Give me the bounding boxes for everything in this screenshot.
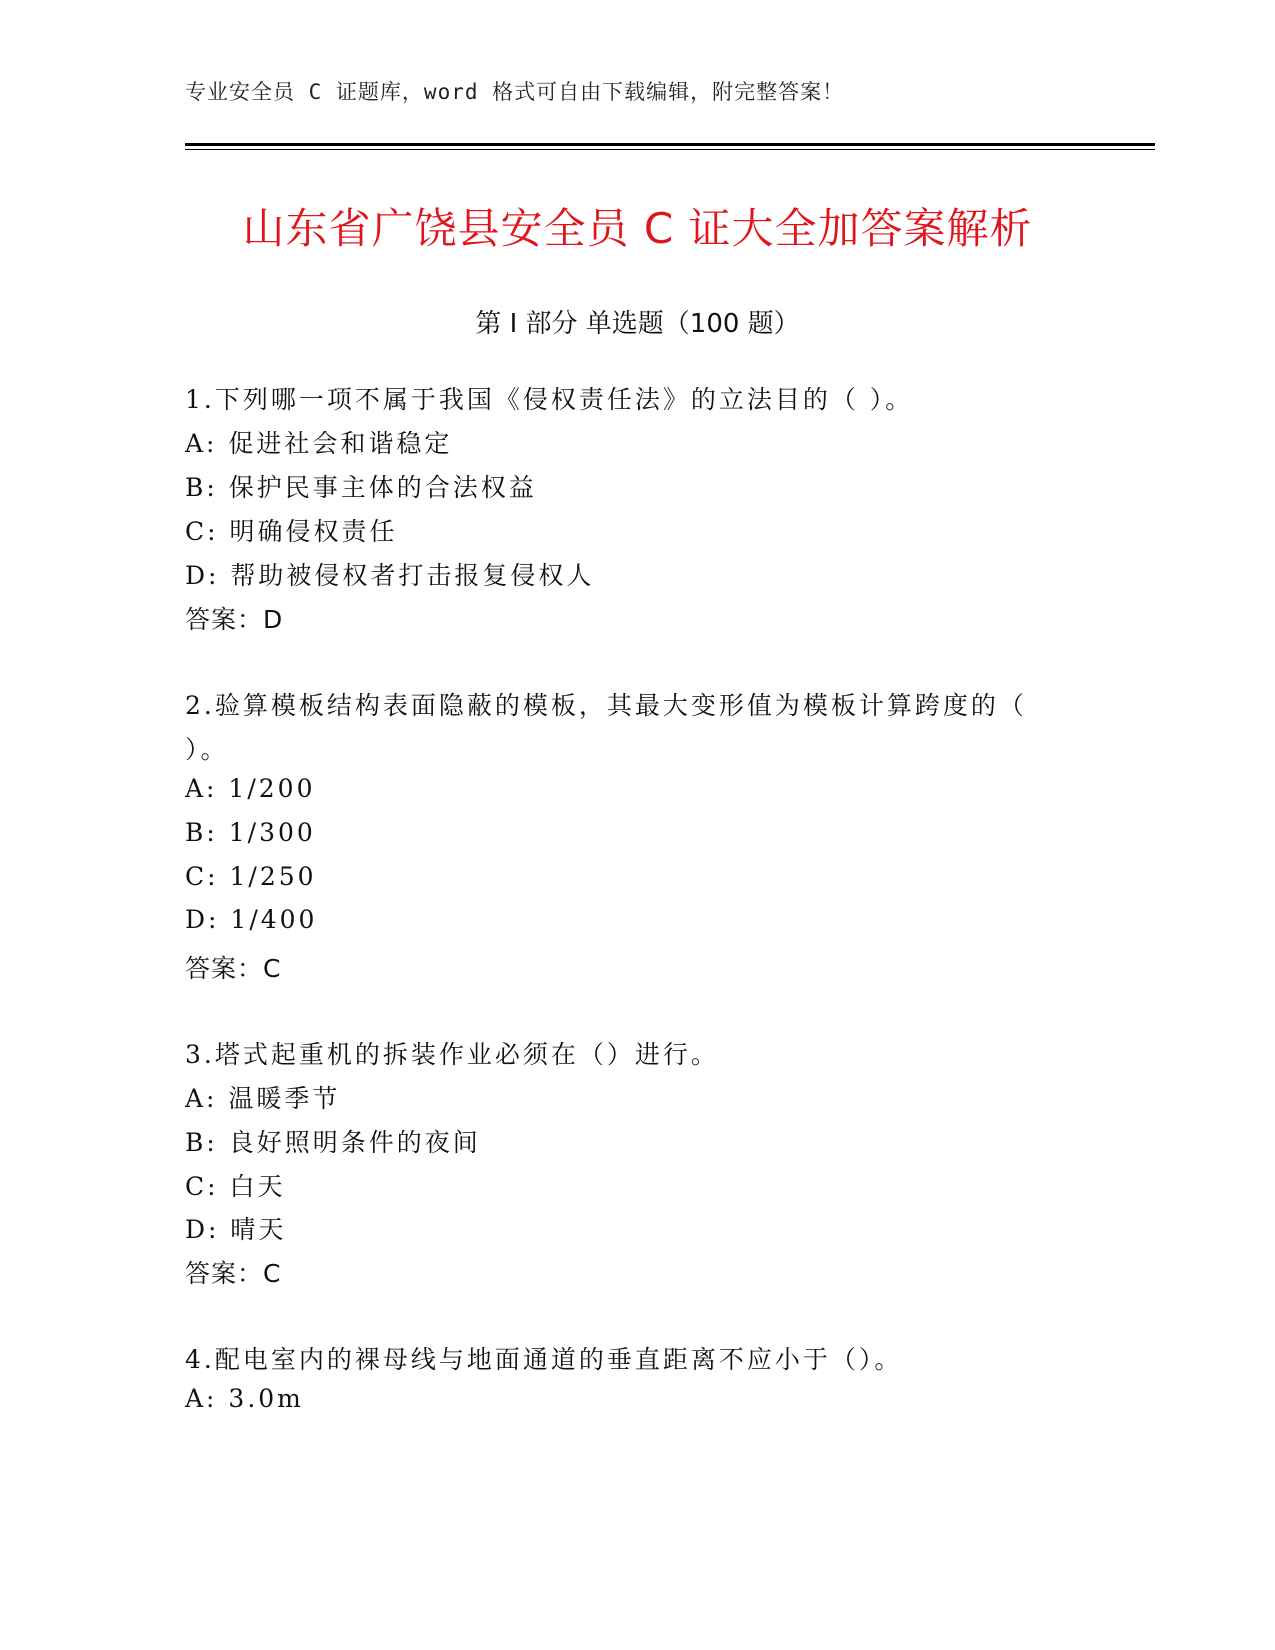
question-1-option-d: D: 帮助被侵权者打击报复侵权人 — [185, 561, 595, 590]
header-rule-thick — [185, 143, 1155, 146]
question-2-option-b: B: 1/300 — [185, 818, 316, 847]
question-2-answer: 答案：C — [185, 954, 282, 983]
question-3-option-a: A: 温暖季节 — [185, 1084, 341, 1113]
question-2-stem-continued: ）。 — [185, 735, 229, 764]
question-2-option-c: C: 1/250 — [185, 862, 317, 891]
question-4-stem: 4.配电室内的裸母线与地面通道的垂直距离不应小于（）。 — [185, 1345, 903, 1374]
question-2-option-a: A: 1/200 — [185, 774, 316, 803]
header-note: 专业安全员 C 证题库，word 格式可自由下载编辑，附完整答案！ — [185, 80, 845, 104]
question-3-option-d: D: 晴天 — [185, 1215, 287, 1244]
question-1-option-c: C: 明确侵权责任 — [185, 517, 398, 546]
header-rule-thin — [185, 149, 1155, 150]
question-1-option-a: A: 促进社会和谐稳定 — [185, 429, 453, 458]
document-title: 山东省广饶县安全员 C 证大全加答案解析 — [242, 204, 1033, 253]
section-title: 第 I 部分 单选题（100 题） — [475, 309, 800, 339]
question-2-stem: 2.验算模板结构表面隐蔽的模板，其最大变形值为模板计算跨度的（ — [185, 691, 1027, 720]
question-1-option-b: B: 保护民事主体的合法权益 — [185, 473, 537, 502]
question-3-stem: 3.塔式起重机的拆装作业必须在（）进行。 — [185, 1040, 719, 1069]
question-1-stem: 1.下列哪一项不属于我国《侵权责任法》的立法目的（ ）。 — [185, 385, 914, 414]
question-1-answer: 答案：D — [185, 605, 284, 634]
question-4-option-a: A: 3.0m — [185, 1384, 304, 1413]
question-3-option-b: B: 良好照明条件的夜间 — [185, 1128, 481, 1157]
question-3-answer: 答案：C — [185, 1259, 282, 1288]
question-3-option-c: C: 白天 — [185, 1172, 286, 1201]
question-2-option-d: D: 1/400 — [185, 905, 318, 934]
